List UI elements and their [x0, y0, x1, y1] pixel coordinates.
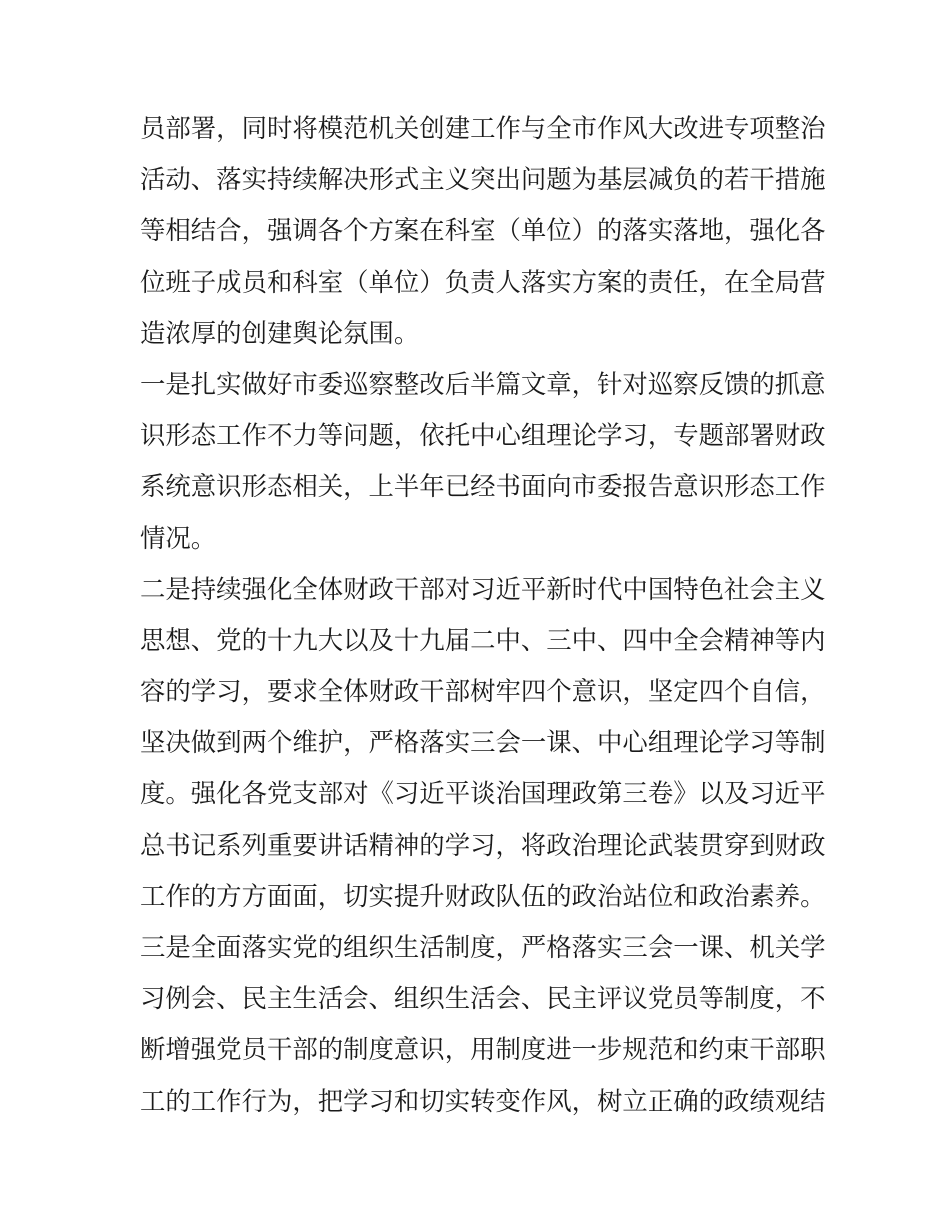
text-line: 工作的方方面面，切实提升财政队伍的政治站位和政治素养。 — [140, 880, 826, 911]
text-line: 习例会、民主生活会、组织生活会、民主评议党员等制度，不 — [140, 983, 826, 1014]
text-line: 造浓厚的创建舆论氛围。 — [140, 317, 420, 348]
text-line: 度。强化各党支部对《习近平谈治国理政第三卷》以及习近平 — [140, 778, 826, 809]
text-line: 识形态工作不力等问题，依托中心组理论学习，专题部署财政 — [140, 420, 826, 451]
text-line: 容的学习，要求全体财政干部树牢四个意识，坚定四个自信， — [140, 676, 826, 707]
text-line: 断增强党员干部的制度意识，用制度进一步规范和约束干部职 — [140, 1034, 826, 1065]
document-body — [140, 103, 826, 1127]
text-line: 位班子成员和科室（单位）负责人落实方案的责任，在全局营 — [140, 266, 826, 297]
text-line: 三是全面落实党的组织生活制度，严格落实三会一课、机关学 — [140, 932, 826, 962]
text-line: 系统意识形态相关，上半年已经书面向市委报告意识形态工作 — [140, 471, 826, 502]
text-line: 工的工作行为，把学习和切实转变作风，树立正确的政绩观结 — [140, 1085, 826, 1116]
text-line: 员部署，同时将模范机关创建工作与全市作风大改进专项整治 — [140, 113, 826, 143]
text-line: 等相结合，强调各个方案在科室（单位）的落实落地，强化各 — [140, 215, 826, 246]
text-line: 情况。 — [140, 522, 217, 553]
text-line: 总书记系列重要讲话精神的学习，将政治理论武装贯穿到财政 — [140, 829, 826, 860]
text-line: 二是持续强化全体财政干部对习近平新时代中国特色社会主义 — [140, 573, 826, 604]
text-line: 一是扎实做好市委巡察整改后半篇文章，针对巡察反馈的抓意 — [140, 368, 826, 399]
text-line: 坚决做到两个维护，严格落实三会一课、中心组理论学习等制 — [140, 727, 826, 758]
text-line: 思想、党的十九大以及十九届二中、三中、四中全会精神等内 — [140, 624, 826, 655]
text-line: 活动、落实持续解决形式主义突出问题为基层减负的若干措施 — [140, 164, 826, 195]
